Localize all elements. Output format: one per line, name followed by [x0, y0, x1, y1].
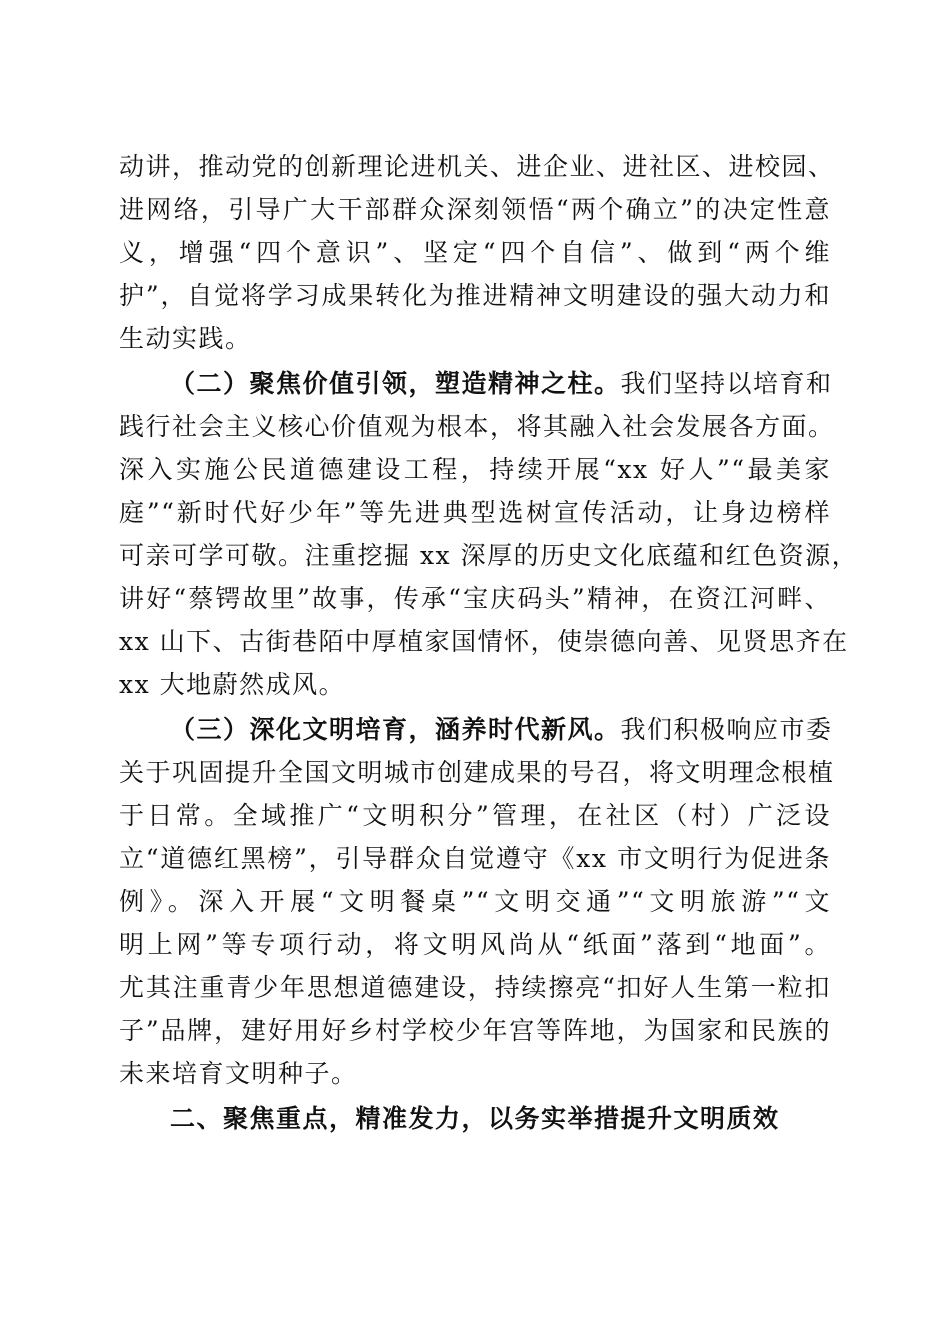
paragraph-line: 深入实施公民道德建设工程，持续开展“xx 好人”“最美家 — [119, 455, 831, 484]
section-3-first-line — [170, 715, 831, 745]
paragraph-line: 例》。深入开展“文明餐桌”“文明交通”“文明旅游”“文 — [119, 887, 831, 916]
paragraph-line: 未来培育文明种子。 — [119, 1059, 358, 1088]
paragraph-line: xx 山下、古街巷陌中厚植家国情怀，使崇德向善、见贤思齐在 — [119, 627, 849, 656]
paragraph-line: 尤其注重青少年思想道德建设，持续擦亮“扣好人生第一粒扣 — [119, 973, 831, 1002]
paragraph-line: 庭”“新时代好少年”等先进典型选树宣传活动，让身边榜样 — [119, 498, 831, 527]
paragraph-line: 明上网”等专项行动，将文明风尚从“纸面”落到“地面”。 — [119, 930, 831, 959]
paragraph-line: 子”品牌，建好用好乡村学校少年宫等阵地，为国家和民族的 — [119, 1016, 831, 1045]
paragraph-line: 讲好“蔡锷故里”故事，传承“宝庆码头”精神，在资江河畔、 — [119, 584, 831, 613]
paragraph-line: 进网络，引导广大干部群众深刻领悟“两个确立”的决定性意 — [119, 195, 831, 224]
section-3-title: （三）深化文明培育，涵养时代新风。 — [170, 715, 621, 744]
paragraph-line: 义，增强“四个意识”、坚定“四个自信”、做到“两个维 — [119, 238, 831, 267]
section-2-first-line — [170, 369, 831, 399]
paragraph-line: 关于巩固提升全国文明城市创建成果的号召，将文明理念根植 — [119, 758, 835, 787]
section-2-title: （二）聚焦价值引领，塑造精神之柱。 — [170, 369, 621, 398]
paragraph-line: xx 大地蔚然成风。 — [119, 670, 346, 699]
paragraph-line: 践行社会主义核心价值观为根本，将其融入社会发展各方面。 — [119, 412, 835, 441]
paragraph-line: 护”，自觉将学习成果转化为推进精神文明建设的强大动力和 — [119, 281, 831, 310]
paragraph-line: 立“道德红黑榜”，引导群众自觉遵守《xx 市文明行为促进条 — [119, 844, 831, 873]
paragraph-line: 可亲可学可敬。注重挖掘 xx 深厚的历史文化底蕴和红色资源， — [119, 541, 859, 570]
paragraph-line: 生动实践。 — [119, 324, 252, 353]
paragraph-line: 动讲，推动党的创新理论进机关、进企业、进社区、进校园、 — [119, 152, 835, 181]
section-heading: 二、聚焦重点，精准发力，以务实举措提升文明质效 — [170, 1104, 780, 1133]
section-2-first-line-rest: 我们坚持以培育和 — [620, 369, 833, 398]
paragraph-line: 于日常。全域推广“文明积分”管理，在社区（村）广泛设 — [119, 801, 831, 830]
section-3-first-line-rest: 我们积极响应市委 — [620, 715, 833, 744]
